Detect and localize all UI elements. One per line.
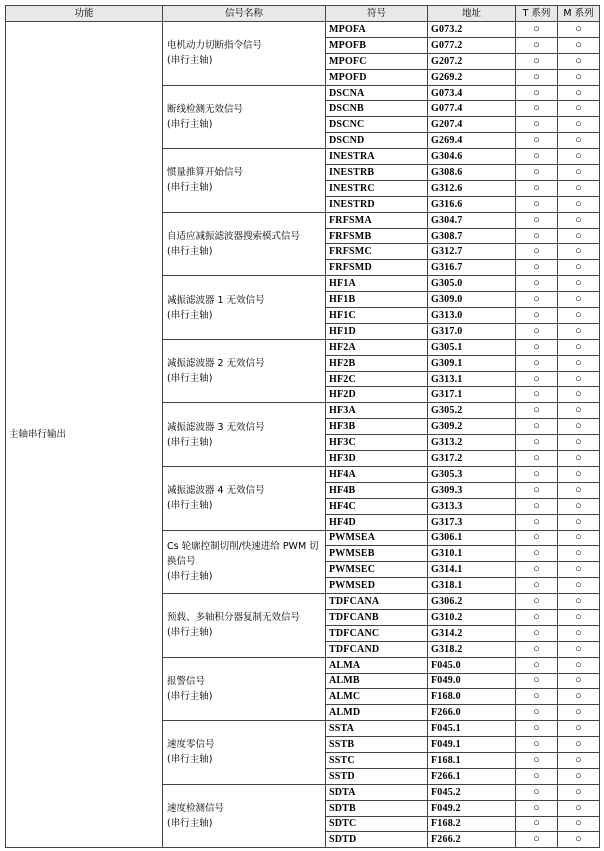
- t-series-mark: ○: [516, 498, 558, 514]
- t-series-mark: ○: [516, 133, 558, 149]
- signal-name-title: 减振滤波器 1 无效信号: [167, 294, 265, 306]
- address-cell: G316.7: [428, 260, 516, 276]
- symbol-cell: HF3B: [326, 419, 428, 435]
- address-cell: G305.0: [428, 276, 516, 292]
- t-series-mark: ○: [516, 371, 558, 387]
- m-series-mark: ○: [558, 228, 600, 244]
- signal-name-title: 惯量推算开始信号: [167, 167, 244, 179]
- symbol-cell: HF4C: [326, 498, 428, 514]
- t-series-mark: ○: [516, 37, 558, 53]
- address-cell: G304.7: [428, 212, 516, 228]
- signal-name-title: 电机动力切断指令信号: [167, 40, 263, 52]
- header-address: 地址: [428, 6, 516, 22]
- header-signal-name: 信号名称: [163, 6, 326, 22]
- address-cell: F266.2: [428, 832, 516, 848]
- symbol-cell: DSCND: [326, 133, 428, 149]
- symbol-cell: SSTD: [326, 768, 428, 784]
- t-series-mark: ○: [516, 784, 558, 800]
- m-series-mark: ○: [558, 689, 600, 705]
- symbol-cell: PWMSEC: [326, 562, 428, 578]
- signal-name-subtitle: (串行主轴): [167, 309, 213, 321]
- m-series-mark: ○: [558, 403, 600, 419]
- signal-name-cell: [163, 212, 326, 276]
- symbol-cell: HF4D: [326, 514, 428, 530]
- symbol-cell: FRFSMB: [326, 228, 428, 244]
- header-symbol: 符号: [326, 6, 428, 22]
- symbol-cell: HF1C: [326, 308, 428, 324]
- t-series-mark: ○: [516, 705, 558, 721]
- t-series-mark: ○: [516, 165, 558, 181]
- t-series-mark: ○: [516, 101, 558, 117]
- address-cell: G317.1: [428, 387, 516, 403]
- symbol-cell: INESTRB: [326, 165, 428, 181]
- address-cell: G314.2: [428, 625, 516, 641]
- symbol-cell: PWMSEB: [326, 546, 428, 562]
- table-body: [6, 22, 600, 848]
- address-cell: G305.1: [428, 339, 516, 355]
- address-cell: G310.1: [428, 546, 516, 562]
- symbol-cell: ALMD: [326, 705, 428, 721]
- address-cell: G314.1: [428, 562, 516, 578]
- t-series-mark: ○: [516, 752, 558, 768]
- t-series-mark: ○: [516, 308, 558, 324]
- t-series-mark: ○: [516, 180, 558, 196]
- m-series-mark: ○: [558, 721, 600, 737]
- m-series-mark: ○: [558, 133, 600, 149]
- symbol-cell: MPOFD: [326, 69, 428, 85]
- signal-name-subtitle: (串行主轴): [167, 627, 213, 639]
- symbol-cell: SDTC: [326, 816, 428, 832]
- m-series-mark: ○: [558, 673, 600, 689]
- signal-name-title: 速度零信号: [167, 739, 215, 751]
- m-series-mark: ○: [558, 578, 600, 594]
- address-cell: G312.7: [428, 244, 516, 260]
- address-cell: G207.4: [428, 117, 516, 133]
- t-series-mark: ○: [516, 53, 558, 69]
- m-series-mark: ○: [558, 323, 600, 339]
- t-series-mark: ○: [516, 625, 558, 641]
- signal-name-title: 减振滤波器 4 无效信号: [167, 485, 265, 497]
- m-series-mark: ○: [558, 53, 600, 69]
- symbol-cell: SSTC: [326, 752, 428, 768]
- address-cell: F049.2: [428, 800, 516, 816]
- signal-name-subtitle: (串行主轴): [167, 55, 213, 67]
- symbol-cell: SDTB: [326, 800, 428, 816]
- symbol-cell: DSCNA: [326, 85, 428, 101]
- m-series-mark: ○: [558, 832, 600, 848]
- symbol-cell: HF1B: [326, 292, 428, 308]
- address-cell: G317.3: [428, 514, 516, 530]
- signal-name-subtitle: (串行主轴): [167, 245, 213, 257]
- t-series-mark: ○: [516, 244, 558, 260]
- m-series-mark: ○: [558, 546, 600, 562]
- m-series-mark: ○: [558, 737, 600, 753]
- signal-name-title: 报警信号: [167, 675, 206, 687]
- symbol-cell: HF2D: [326, 387, 428, 403]
- table-row: [6, 22, 600, 38]
- symbol-cell: ALMC: [326, 689, 428, 705]
- symbol-cell: HF4B: [326, 482, 428, 498]
- signal-name-cell: [163, 22, 326, 86]
- address-cell: G305.3: [428, 466, 516, 482]
- address-cell: F045.1: [428, 721, 516, 737]
- t-series-mark: ○: [516, 466, 558, 482]
- address-cell: F266.1: [428, 768, 516, 784]
- signal-name-cell: [163, 721, 326, 785]
- t-series-mark: ○: [516, 403, 558, 419]
- symbol-cell: HF2B: [326, 355, 428, 371]
- m-series-mark: ○: [558, 22, 600, 38]
- symbol-cell: INESTRC: [326, 180, 428, 196]
- symbol-cell: MPOFA: [326, 22, 428, 38]
- address-cell: G304.6: [428, 149, 516, 165]
- symbol-cell: TDFCANB: [326, 609, 428, 625]
- m-series-mark: ○: [558, 371, 600, 387]
- m-series-mark: ○: [558, 657, 600, 673]
- symbol-cell: MPOFB: [326, 37, 428, 53]
- t-series-mark: ○: [516, 387, 558, 403]
- t-series-mark: ○: [516, 641, 558, 657]
- signal-name-title: 预载、多轴积分器复制无效信号: [167, 612, 301, 624]
- address-cell: G308.7: [428, 228, 516, 244]
- t-series-mark: ○: [516, 737, 558, 753]
- m-series-mark: ○: [558, 514, 600, 530]
- signal-name-cell: [163, 403, 326, 467]
- m-series-mark: ○: [558, 530, 600, 546]
- signal-name-subtitle: (串行主轴): [167, 436, 213, 448]
- symbol-cell: HF4A: [326, 466, 428, 482]
- m-series-mark: ○: [558, 196, 600, 212]
- t-series-mark: ○: [516, 435, 558, 451]
- t-series-mark: ○: [516, 260, 558, 276]
- symbol-cell: DSCNC: [326, 117, 428, 133]
- address-cell: G309.3: [428, 482, 516, 498]
- address-cell: G317.2: [428, 451, 516, 467]
- m-series-mark: ○: [558, 466, 600, 482]
- m-series-mark: ○: [558, 276, 600, 292]
- t-series-mark: ○: [516, 578, 558, 594]
- signal-name-cell: [163, 594, 326, 658]
- address-cell: G313.1: [428, 371, 516, 387]
- m-series-mark: ○: [558, 482, 600, 498]
- m-series-mark: ○: [558, 180, 600, 196]
- address-cell: G310.2: [428, 609, 516, 625]
- address-cell: G309.0: [428, 292, 516, 308]
- signal-name-subtitle: (串行主轴): [167, 118, 213, 130]
- signal-name-cell: [163, 466, 326, 530]
- m-series-mark: ○: [558, 768, 600, 784]
- address-cell: G305.2: [428, 403, 516, 419]
- address-cell: F266.0: [428, 705, 516, 721]
- symbol-cell: TDFCANC: [326, 625, 428, 641]
- signal-name-title: 自适应减振滤波器搜索模式信号: [167, 230, 301, 242]
- signal-name-title: 断线检测无效信号: [167, 103, 244, 115]
- t-series-mark: ○: [516, 530, 558, 546]
- t-series-mark: ○: [516, 419, 558, 435]
- t-series-mark: ○: [516, 276, 558, 292]
- m-series-mark: ○: [558, 800, 600, 816]
- m-series-mark: ○: [558, 625, 600, 641]
- header-m-series: M 系列: [558, 6, 600, 22]
- m-series-mark: ○: [558, 451, 600, 467]
- symbol-cell: SDTD: [326, 832, 428, 848]
- m-series-mark: ○: [558, 355, 600, 371]
- symbol-cell: FRFSMA: [326, 212, 428, 228]
- m-series-mark: ○: [558, 387, 600, 403]
- address-cell: G269.4: [428, 133, 516, 149]
- address-cell: G269.2: [428, 69, 516, 85]
- t-series-mark: ○: [516, 514, 558, 530]
- symbol-cell: SSTB: [326, 737, 428, 753]
- signal-name-cell: [163, 149, 326, 213]
- t-series-mark: ○: [516, 69, 558, 85]
- t-series-mark: ○: [516, 609, 558, 625]
- address-cell: G313.3: [428, 498, 516, 514]
- m-series-mark: ○: [558, 594, 600, 610]
- address-cell: G317.0: [428, 323, 516, 339]
- symbol-cell: HF3D: [326, 451, 428, 467]
- symbol-cell: INESTRD: [326, 196, 428, 212]
- address-cell: G306.1: [428, 530, 516, 546]
- symbol-cell: HF1D: [326, 323, 428, 339]
- symbol-cell: FRFSMD: [326, 260, 428, 276]
- t-series-mark: ○: [516, 22, 558, 38]
- m-series-mark: ○: [558, 498, 600, 514]
- signal-name-cell: [163, 530, 326, 594]
- address-cell: G313.2: [428, 435, 516, 451]
- t-series-mark: ○: [516, 196, 558, 212]
- m-series-mark: ○: [558, 339, 600, 355]
- m-series-mark: ○: [558, 165, 600, 181]
- address-cell: G073.4: [428, 85, 516, 101]
- address-cell: G306.2: [428, 594, 516, 610]
- m-series-mark: ○: [558, 244, 600, 260]
- address-cell: G073.2: [428, 22, 516, 38]
- symbol-cell: HF2A: [326, 339, 428, 355]
- m-series-mark: ○: [558, 69, 600, 85]
- symbol-cell: SDTA: [326, 784, 428, 800]
- m-series-mark: ○: [558, 705, 600, 721]
- m-series-mark: ○: [558, 308, 600, 324]
- address-cell: G207.2: [428, 53, 516, 69]
- signal-name-subtitle: (串行主轴): [167, 690, 213, 702]
- t-series-mark: ○: [516, 292, 558, 308]
- signal-name-subtitle: (串行主轴): [167, 373, 213, 385]
- symbol-cell: TDFCANA: [326, 594, 428, 610]
- signal-name-title: 减振滤波器 3 无效信号: [167, 421, 265, 433]
- address-cell: F049.1: [428, 737, 516, 753]
- m-series-mark: ○: [558, 784, 600, 800]
- address-cell: F168.0: [428, 689, 516, 705]
- m-series-mark: ○: [558, 85, 600, 101]
- m-series-mark: ○: [558, 562, 600, 578]
- symbol-cell: FRFSMC: [326, 244, 428, 260]
- signal-name-subtitle: (串行主轴): [167, 571, 213, 583]
- m-series-mark: ○: [558, 752, 600, 768]
- t-series-mark: ○: [516, 594, 558, 610]
- signal-name-subtitle: (串行主轴): [167, 500, 213, 512]
- t-series-mark: ○: [516, 800, 558, 816]
- address-cell: F168.1: [428, 752, 516, 768]
- address-cell: G316.6: [428, 196, 516, 212]
- t-series-mark: ○: [516, 546, 558, 562]
- m-series-mark: ○: [558, 212, 600, 228]
- m-series-mark: ○: [558, 292, 600, 308]
- address-cell: G308.6: [428, 165, 516, 181]
- header-row: [6, 6, 600, 22]
- t-series-mark: ○: [516, 673, 558, 689]
- m-series-mark: ○: [558, 260, 600, 276]
- symbol-cell: HF1A: [326, 276, 428, 292]
- t-series-mark: ○: [516, 816, 558, 832]
- t-series-mark: ○: [516, 149, 558, 165]
- address-cell: G309.2: [428, 419, 516, 435]
- m-series-mark: ○: [558, 435, 600, 451]
- symbol-cell: MPOFC: [326, 53, 428, 69]
- address-cell: G077.2: [428, 37, 516, 53]
- t-series-mark: ○: [516, 355, 558, 371]
- signal-name-subtitle: (串行主轴): [167, 818, 213, 830]
- m-series-mark: ○: [558, 816, 600, 832]
- t-series-mark: ○: [516, 721, 558, 737]
- t-series-mark: ○: [516, 117, 558, 133]
- address-cell: F168.2: [428, 816, 516, 832]
- signal-name-title: 速度检测信号: [167, 803, 225, 815]
- t-series-mark: ○: [516, 228, 558, 244]
- signal-name-cell: [163, 657, 326, 721]
- t-series-mark: ○: [516, 451, 558, 467]
- t-series-mark: ○: [516, 562, 558, 578]
- address-cell: G077.4: [428, 101, 516, 117]
- signal-name-title: 减振滤波器 2 无效信号: [167, 358, 265, 370]
- header-t-series: T 系列: [516, 6, 558, 22]
- symbol-cell: HF3C: [326, 435, 428, 451]
- symbol-cell: TDFCAND: [326, 641, 428, 657]
- address-cell: G309.1: [428, 355, 516, 371]
- address-cell: G318.2: [428, 641, 516, 657]
- header-function: 功能: [6, 6, 163, 22]
- symbol-cell: HF2C: [326, 371, 428, 387]
- m-series-mark: ○: [558, 37, 600, 53]
- address-cell: F045.2: [428, 784, 516, 800]
- m-series-mark: ○: [558, 101, 600, 117]
- function-cell: 主轴串行输出: [6, 22, 163, 848]
- m-series-mark: ○: [558, 117, 600, 133]
- signal-name-cell: [163, 784, 326, 848]
- t-series-mark: ○: [516, 339, 558, 355]
- m-series-mark: ○: [558, 609, 600, 625]
- address-cell: G312.6: [428, 180, 516, 196]
- symbol-cell: ALMB: [326, 673, 428, 689]
- t-series-mark: ○: [516, 323, 558, 339]
- m-series-mark: ○: [558, 641, 600, 657]
- t-series-mark: ○: [516, 482, 558, 498]
- signal-name-subtitle: (串行主轴): [167, 754, 213, 766]
- address-cell: G313.0: [428, 308, 516, 324]
- address-cell: F045.0: [428, 657, 516, 673]
- signal-name-cell: [163, 85, 326, 149]
- symbol-cell: PWMSEA: [326, 530, 428, 546]
- address-cell: F049.0: [428, 673, 516, 689]
- symbol-cell: PWMSED: [326, 578, 428, 594]
- signal-name-subtitle: (串行主轴): [167, 182, 213, 194]
- symbol-cell: INESTRA: [326, 149, 428, 165]
- t-series-mark: ○: [516, 689, 558, 705]
- m-series-mark: ○: [558, 149, 600, 165]
- symbol-cell: ALMA: [326, 657, 428, 673]
- signal-name-title: Cs 轮廓控制切削/快速进给 PWM 切换信号: [167, 541, 319, 568]
- address-cell: G318.1: [428, 578, 516, 594]
- m-series-mark: ○: [558, 419, 600, 435]
- signal-name-cell: [163, 276, 326, 340]
- t-series-mark: ○: [516, 832, 558, 848]
- symbol-cell: SSTA: [326, 721, 428, 737]
- t-series-mark: ○: [516, 212, 558, 228]
- t-series-mark: ○: [516, 657, 558, 673]
- t-series-mark: ○: [516, 768, 558, 784]
- symbol-cell: DSCNB: [326, 101, 428, 117]
- signal-table: [5, 5, 600, 848]
- signal-name-cell: [163, 339, 326, 403]
- t-series-mark: ○: [516, 85, 558, 101]
- symbol-cell: HF3A: [326, 403, 428, 419]
